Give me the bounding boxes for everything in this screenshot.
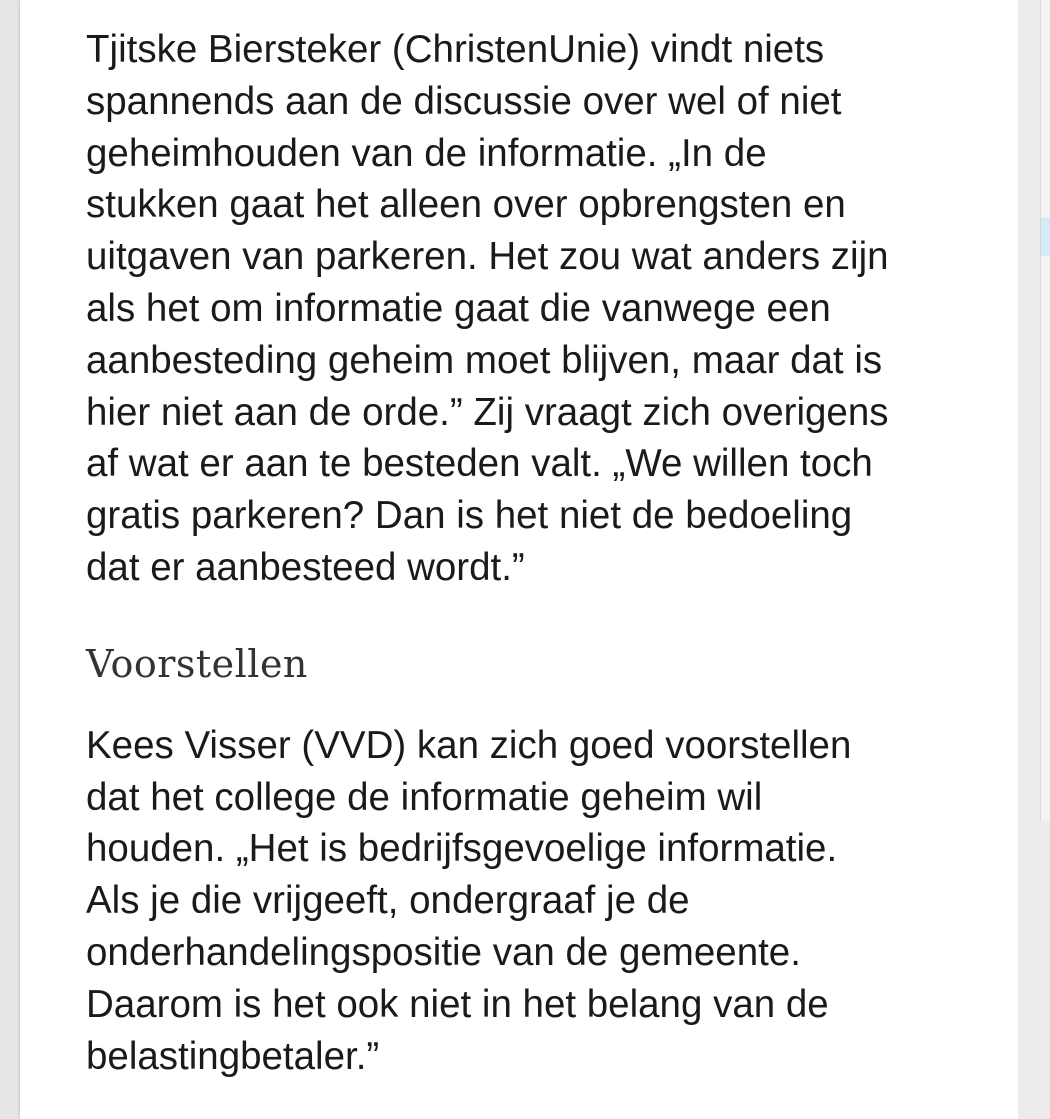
article-body: [86, 24, 966, 1082]
article-paragraph: Kees Visser (VVD) kan zich goed voorstellen dat het college de informatie geheim wil houden. „Het is bedrijfsgevoelige informatie. Als je die vrijgeeft, ondergraaf je de onderhandelingspositie van de gemeente. Daarom is het ook niet in het belang van de belastingbetaler.”: [86, 723, 852, 1078]
sidebar-panel: [1040, 0, 1050, 820]
page-left-gutter: [0, 0, 20, 1119]
article-paragraph: Tjitske Biersteker (ChristenUnie) vindt niets spannends aan de discussie over wel of niet geheimhouden van de informatie. „In de stukken gaat het alleen over opbrengsten en uitgaven van parkeren. Het zou wat anders zijn als het om informatie gaat die vanwege een aanbesteding geheim moet blijven, maar dat is hier niet aan de orde.” Zij vraagt zich overigens af wat er aan te besteden valt. „We willen toch gratis parkeren? Dan is het niet de bedoeling dat er aanbesteed wordt.”: [86, 28, 889, 589]
section-subheading: Voorstellen: [86, 641, 308, 686]
article-card: [20, 0, 1018, 1119]
sidebar-accent: [1041, 218, 1050, 256]
right-sidebar-edge: [1018, 0, 1050, 1119]
